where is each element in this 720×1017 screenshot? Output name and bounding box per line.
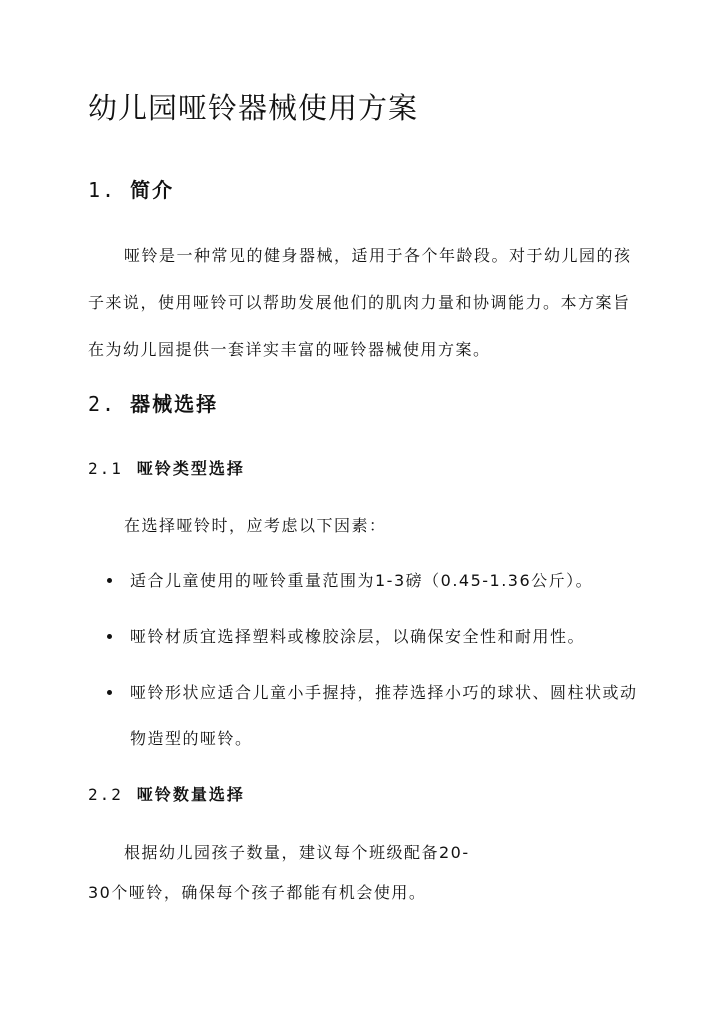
section-number: 1. bbox=[88, 178, 117, 202]
list-item bbox=[88, 558, 648, 604]
quantity-paragraph-line-2: 30个哑铃，确保每个孩子都能有机会使用。 bbox=[88, 883, 427, 902]
subsection-title: 哑铃数量选择 bbox=[136, 785, 245, 804]
type-intro-paragraph: 在选择哑铃时，应考虑以下因素： bbox=[124, 516, 387, 535]
section-heading-intro bbox=[88, 174, 174, 203]
list-item-text: 哑铃形状应适合儿童小手握持，推荐选择小巧的球状、圆柱状或动物造型的哑铃。 bbox=[130, 683, 638, 748]
intro-paragraph: 哑铃是一种常见的健身器械，适用于各个年龄段。对于幼儿园的孩子来说，使用哑铃可以帮助发展他们的肌肉力量和协调能力。本方案旨在为幼儿园提供一套详实丰富的哑铃器械使用方案。 bbox=[88, 246, 632, 359]
section-heading-equipment bbox=[88, 388, 218, 417]
subsection-number: 2.1 bbox=[88, 459, 123, 478]
document-title: 幼儿园哑铃器械使用方案 bbox=[88, 91, 419, 125]
list-item bbox=[88, 670, 648, 762]
section-title: 简介 bbox=[130, 178, 175, 202]
section-title: 器械选择 bbox=[130, 392, 219, 416]
quantity-paragraph-line-1: 根据幼儿园孩子数量，建议每个班级配备20- bbox=[124, 843, 470, 862]
subsection-title: 哑铃类型选择 bbox=[136, 459, 245, 478]
subsection-heading-quantity bbox=[88, 782, 245, 805]
bullet-icon bbox=[107, 578, 112, 583]
bullet-icon bbox=[107, 690, 112, 695]
list-item bbox=[88, 614, 648, 660]
section-number: 2. bbox=[88, 392, 117, 416]
subsection-heading-type bbox=[88, 456, 245, 479]
bullet-icon bbox=[107, 634, 112, 639]
list-item-text: 适合儿童使用的哑铃重量范围为1-3磅（0.45-1.36公斤）。 bbox=[130, 571, 594, 590]
list-item-text: 哑铃材质宜选择塑料或橡胶涂层，以确保安全性和耐用性。 bbox=[130, 627, 586, 646]
subsection-number: 2.2 bbox=[88, 785, 123, 804]
type-factor-list bbox=[88, 558, 648, 772]
